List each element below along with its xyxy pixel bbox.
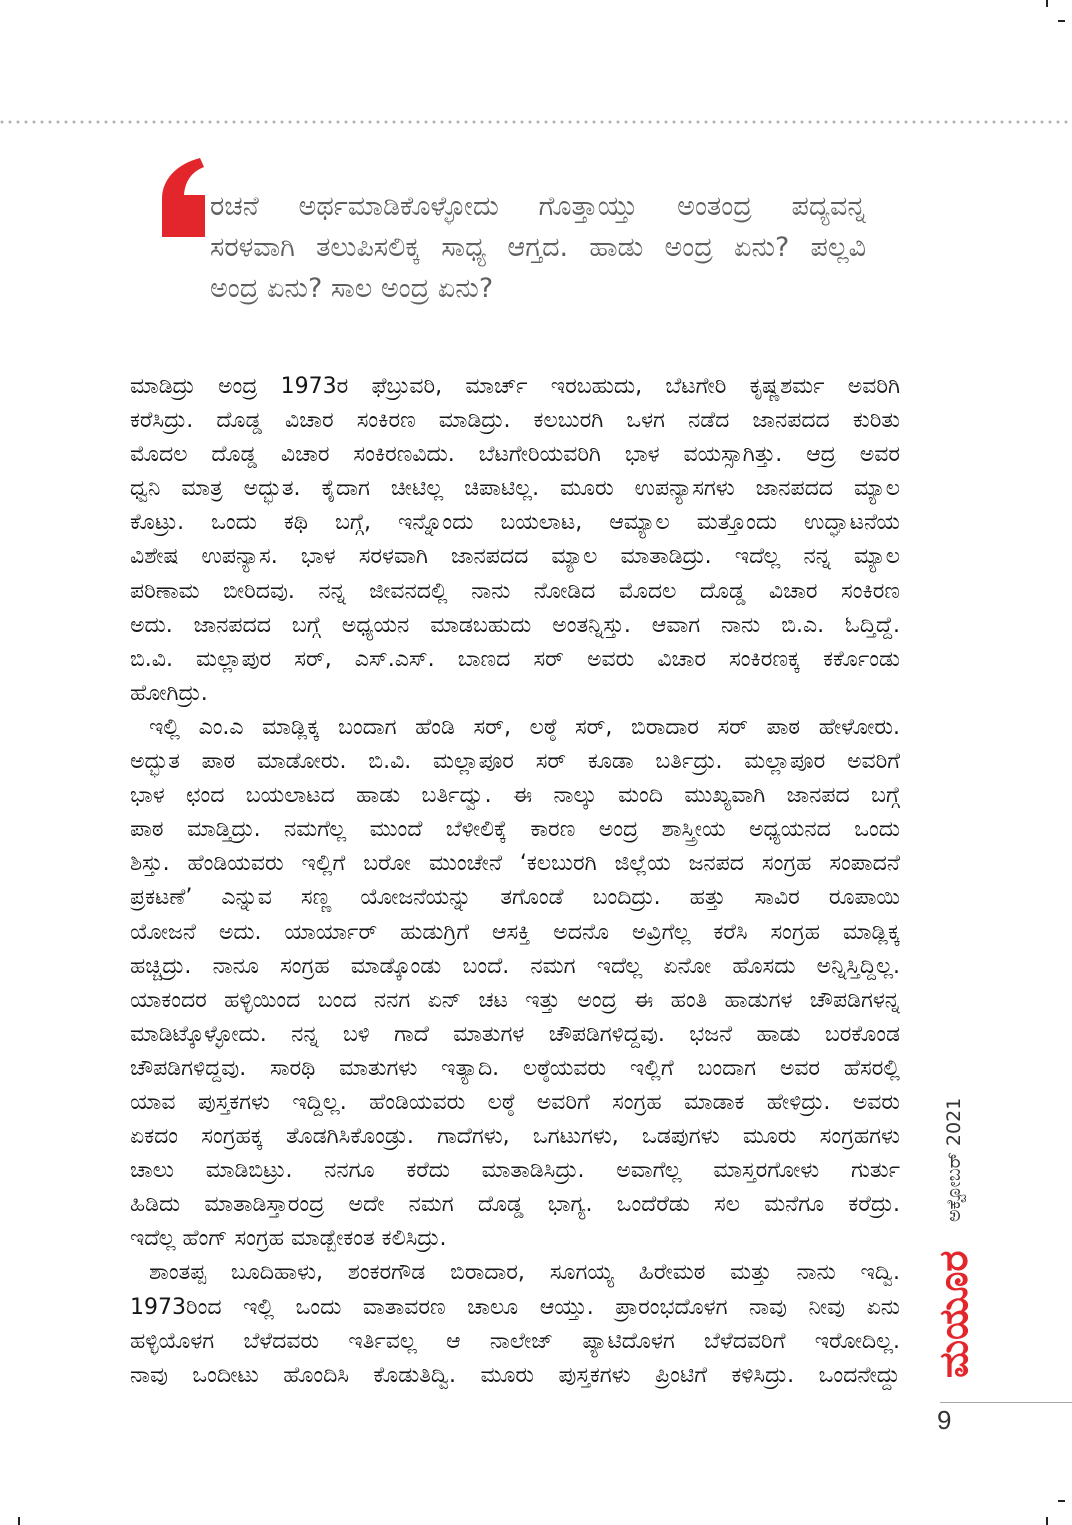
article-line: ಹಚ್ಚಿದ್ರು. ನಾನೂ ಸಂಗ್ರಹ ಮಾಡ್ಕೊಂಡು ಬಂದೆ. ನಮಗ ಇದೆಲ್ಲ ಏನೋ ಹೊಸದು ಅನ್ನಿಸ್ತಿದ್ದಿಲ್ಲ. <box>130 953 900 979</box>
article-body <box>130 370 900 1393</box>
article-line: ಯಾವ ಪುಸ್ತಕಗಳು ಇದ್ದಿಲ್ಲ. ಹೆಂಡಿಯವರು ಲಠ್ಠೆ ಅವರಿಗೆ ಸಂಗ್ರಹ ಮಾಡಾಕ ಹೇಳಿದ್ರು. ಅವರು <box>130 1089 900 1115</box>
article-line: ವಿಶೇಷ ಉಪನ್ಯಾಸ. ಭಾಳ ಸರಳವಾಗಿ ಜಾನಪದದ ಮ್ಯಾಲ ಮಾತಾಡಿದ್ರು. ಇದೆಲ್ಲ ನನ್ನ ಮ್ಯಾಲ <box>130 544 900 570</box>
article-line: ಅದು. ಜಾನಪದದ ಬಗ್ಗೆ ಅಧ್ಯಯನ ಮಾಡಬಹುದು ಅಂತನ್ನಿಸ್ತು. ಆವಾಗ ನಾನು ಬಿ.ಎ. ಓದ್ತಿದ್ದೆ. <box>130 612 900 638</box>
article-line: ಇಲ್ಲಿ ಎಂ.ಎ ಮಾಡ್ಲಿಕ್ಕ ಬಂದಾಗ ಹೆಂಡಿ ಸರ್, ಲಠ್ಠೆ ಸರ್, ಬಿರಾದಾರ ಸರ್ ಪಾಠ ಹೇಳೋರು. <box>149 714 900 740</box>
article-line: ಏಕದಂ ಸಂಗ್ರಹಕ್ಕ ತೊಡಗಿಸಿಕೊಂಡ್ರು. ಗಾದೆಗಳು, ಒಗಟುಗಳು, ಒಡಪುಗಳು ಮೂರು ಸಂಗ್ರಹಗಳು <box>130 1124 900 1150</box>
crop-mark <box>1046 1517 1048 1525</box>
article-paragraph <box>130 711 900 1257</box>
article-line: ಪರಿಣಾಮ ಬೀರಿದವು. ನನ್ನ ಜೀವನದಲ್ಲಿ ನಾನು ನೋಡಿದ ಮೊದಲ ದೊಡ್ಡ ವಿಚಾರ ಸಂಕಿರಣ <box>130 578 900 604</box>
article-line: ಚೌಪಡಿಗಳಿದ್ದವು. ಸಾರಥಿ ಮಾತುಗಳು ಇತ್ಯಾದಿ. ಲಠ್ಠೆಯವರು ಇಲ್ಲಿಗೆ ಬಂದಾಗ ಅವರ ಹೆಸರಲ್ಲಿ <box>130 1055 900 1081</box>
article-paragraph <box>130 370 900 711</box>
article-line: ಅದ್ಭುತ ಪಾಠ ಮಾಡೋರು. ಬಿ.ವಿ. ಮಲ್ಲಾಪೂರ ಸರ್ ಕೂಡಾ ಬರ್ತಿದ್ರು. ಮಲ್ಲಾಪೂರ ಅವರಿಗೆ <box>130 749 900 775</box>
quote-mark-icon <box>155 155 211 239</box>
article-line: ಕರೆಸಿದ್ರು. ದೊಡ್ಡ ವಿಚಾರ ಸಂಕಿರಣ ಮಾಡಿದ್ರು. ಕಲಬುರಗಿ ಒಳಗ ನಡೆದ ಜಾನಪದದ ಕುರಿತು <box>130 408 900 434</box>
article-paragraph <box>130 1256 900 1392</box>
article-line: ಹೋಗಿದ್ರು. <box>130 680 208 706</box>
crop-mark <box>1058 1500 1065 1502</box>
article-line: ಯಾಕಂದರ ಹಳ್ಳಿಯಿಂದ ಬಂದ ನನಗ ಏನ್ ಚಟ ಇತ್ತು ಅಂದ್ರ ಈ ಹಂತಿ ಹಾಡುಗಳ ಚೌಪಡಿಗಳನ್ನ <box>130 987 900 1013</box>
pull-quote-line: ಸರಳವಾಗಿ ತಲುಪಿಸಲಿಕ್ಕ ಸಾಧ್ಯ ಆಗ್ತದ. ಹಾಡು ಅಂದ್ರ ಏನು? ಪಲ್ಲವಿ <box>210 232 866 263</box>
article-line: ಚಾಲು ಮಾಡಿಬಿಟ್ರು. ನನಗೂ ಕರೆದು ಮಾತಾಡಿಸಿದ್ರು. ಅವಾಗೆಲ್ಲ ಮಾಸ್ತರಗೋಳು ಗುರ್ತು <box>130 1158 900 1184</box>
article-line: ಹಳ್ಳಿಯೊಳಗ ಬೆಳೆದವರು ಇರ್ತಿವಲ್ಲ ಆ ನಾಲೇಜ್ ಪ್ಯಾಟಿದೊಳಗ ಬೆಳೆದವರಿಗೆ ಇರೋದಿಲ್ಲ. <box>130 1328 900 1354</box>
article-line: 1973ರಿಂದ ಇಲ್ಲಿ ಒಂದು ವಾತಾವರಣ ಚಾಲೂ ಆಯ್ತು. ಪ್ರಾರಂಭದೊಳಗ ನಾವು ನೀವು ಏನು <box>130 1294 900 1320</box>
article-line: ಕೊಟ್ರು. ಒಂದು ಕಥಿ ಬಗ್ಗೆ, ಇನ್ನೊಂದು ಬಯಲಾಟ, ಆಮ್ಯಾಲ ಮತ್ತೊಂದು ಉದ್ಘಾಟನೆಯ <box>130 510 900 536</box>
page-number: 9 <box>937 1405 952 1435</box>
crop-mark <box>1046 0 1048 7</box>
article-line: ಶಿಸ್ತು. ಹೆಂಡಿಯವರು ಇಲ್ಲಿಗೆ ಬರೋ ಮುಂಚೇನೆ ‘ಕಲಬುರಗಿ ಜಿಲ್ಲೆಯ ಜನಪದ ಸಂಗ್ರಹ ಸಂಪಾದನೆ <box>130 851 900 877</box>
article-line: ಹಿಡಿದು ಮಾತಾಡಿಸ್ತಾರಂದ್ರ ಅದೇ ನಮಗ ದೊಡ್ಡ ಭಾಗ್ಯ. ಒಂದೆರೆಡು ಸಲ ಮನೆಗೂ ಕರೆದ್ರು. <box>130 1192 900 1218</box>
pull-quote-line: ರಚನೆ ಅರ್ಥಮಾಡಿಕೊಳ್ಳೋದು ಗೊತ್ತಾಯ್ತು ಅಂತಂದ್ರ ಪದ್ಯವನ್ನ <box>210 191 866 222</box>
article-line: ಭಾಳ ಛಂದ ಬಯಲಾಟದ ಹಾಡು ಬರ್ತಿದ್ವು. ಈ ನಾಲ್ಕು ಮಂದಿ ಮುಖ್ಯವಾಗಿ ಜಾನಪದ ಬಗ್ಗೆ <box>130 783 900 809</box>
issue-date: ಅಕ್ಟೋಬರ್ 2021 <box>943 1097 965 1222</box>
crop-mark <box>18 1517 20 1525</box>
pull-quote-line: ಅಂದ್ರ ಏನು? ಸಾಲ ಅಂದ್ರ ಏನು? <box>210 273 494 304</box>
article-line: ಶಾಂತಪ್ಪ ಬೂದಿಹಾಳು, ಶಂಕರಗೌಡ ಬಿರಾದಾರ, ಸೂಗಯ್ಯ ಹಿರೇಮಠ ಮತ್ತು ನಾನು ಇದ್ವಿ. <box>149 1260 900 1286</box>
article-line: ನಾವು ಒಂದೀಟು ಹೊಂದಿಸಿ ಕೊಡುತಿದ್ವಿ. ಮೂರು ಪುಸ್ತಕಗಳು ಪ್ರಿಂಟಿಗೆ ಕಳಿಸಿದ್ರು. ಒಂದನೇದ್ದು <box>130 1362 900 1388</box>
article-line: ಮಾಡಿದ್ರು ಅಂದ್ರ 1973ರ ಫೆಬ್ರುವರಿ, ಮಾರ್ಚ್ ಇರಬಹುದು, ಬೆಟಗೇರಿ ಕೃಷ್ಣಶರ್ಮ ಅವರಿಗಿ <box>130 374 900 399</box>
magazine-logo: ಮಯೂರ <box>931 1250 977 1378</box>
footer-rule <box>940 1402 1072 1403</box>
article-line: ಮೊದಲ ದೊಡ್ಡ ವಿಚಾರ ಸಂಕಿರಣವಿದು. ಬೆಟಗೇರಿಯವರಿಗಿ ಭಾಳ ವಯಸ್ಸಾಗಿತ್ತು. ಆದ್ರ ಅವರ <box>130 442 900 468</box>
article-line: ಪಾಠ ಮಾಡ್ತಿದ್ರು. ನಮಗೆಲ್ಲ ಮುಂದೆ ಬೆಳೀಲಿಕ್ಕೆ ಕಾರಣ ಅಂದ್ರ ಶಾಸ್ತ್ರೀಯ ಅಧ್ಯಯನದ ಒಂದು <box>130 817 900 843</box>
article-line: ಧ್ವನಿ ಮಾತ್ರ ಅದ್ಭುತ. ಕೈದಾಗ ಚೀಟಿಲ್ಲ ಚಿಪಾಟಿಲ್ಲ. ಮೂರು ಉಪನ್ಯಾಸಗಳು ಜಾನಪದದ ಮ್ಯಾಲ <box>130 476 900 502</box>
article-line: ಮಾಡಿಟ್ಕೊಳ್ಳೋದು. ನನ್ನ ಬಳಿ ಗಾದೆ ಮಾತುಗಳ ಚೌಪಡಿಗಳಿದ್ದವು. ಭಜನೆ ಹಾಡು ಬರಕೊಂಡ <box>130 1021 900 1047</box>
crop-mark <box>1058 20 1065 22</box>
article-line: ಇದೆಲ್ಲ ಹೆಂಗ್ ಸಂಗ್ರಹ ಮಾಡ್ಬೇಕಂತ ಕಲಿಸಿದ್ರು. <box>130 1226 447 1252</box>
article-line: ಪ್ರಕಟಣೆ’ ಎನ್ನುವ ಸಣ್ಣ ಯೋಜನೆಯನ್ನು ತಗೊಂಡೆ ಬಂದಿದ್ರು. ಹತ್ತು ಸಾವಿರ ರೂಪಾಯಿ <box>130 885 900 911</box>
dotted-divider <box>0 120 1072 124</box>
article-line: ಯೋಜನೆ ಅದು. ಯಾರ್ಯಾರ್ ಹುಡುಗ್ರಿಗೆ ಆಸಕ್ತಿ ಅದನೊ ಅವ್ರಿಗೆಲ್ಲ ಕರೆಸಿ ಸಂಗ್ರಹ ಮಾಡ್ಲಿಕ್ಕ <box>130 919 900 945</box>
pull-quote <box>210 186 866 309</box>
article-line: ಬಿ.ವಿ. ಮಲ್ಲಾಪುರ ಸರ್, ಎಸ್.ಎಸ್. ಬಾಣದ ಸರ್ ಅವರು ವಿಚಾರ ಸಂಕಿರಣಕ್ಕ ಕರ್ಕೊಂಡು <box>130 646 900 672</box>
